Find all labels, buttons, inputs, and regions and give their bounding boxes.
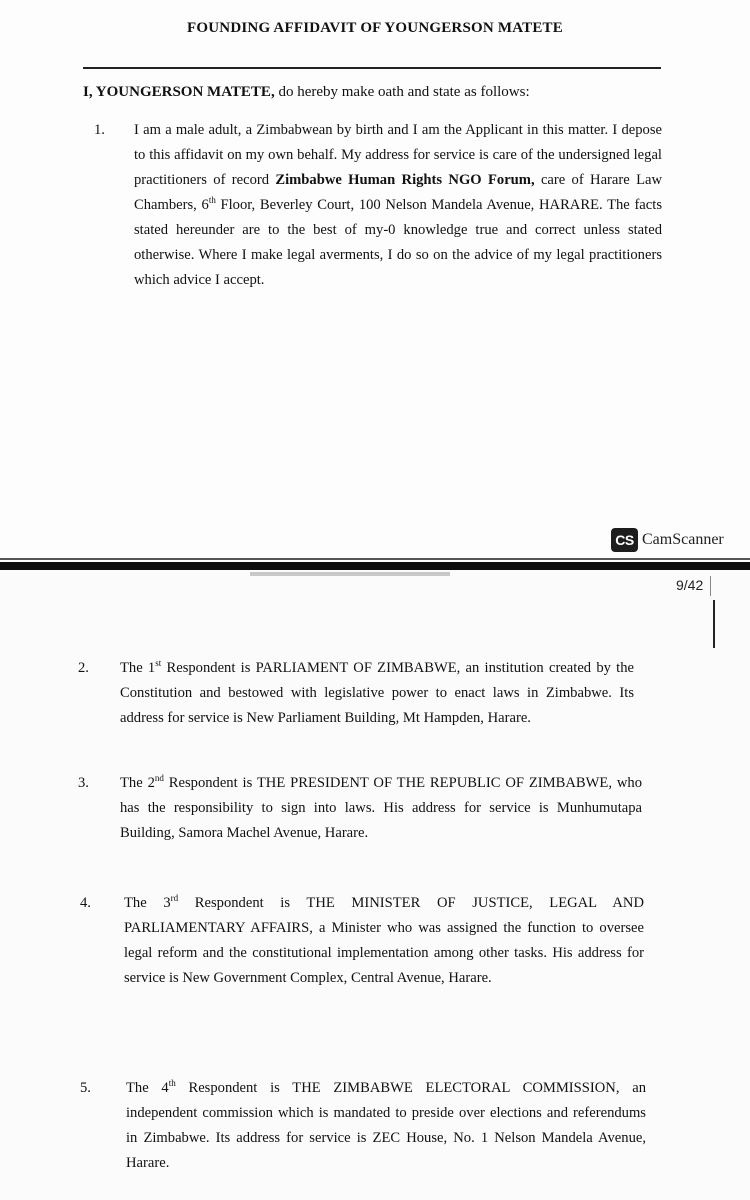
paragraph-3-text-a: The 2	[120, 775, 155, 791]
camscanner-label: CamScanner	[642, 531, 724, 548]
scan-divider	[0, 562, 750, 570]
paragraph-4-text-a: The 3	[124, 895, 171, 911]
ordinal-suffix: th	[208, 195, 216, 206]
paragraph-number-5: 5.	[80, 1080, 91, 1096]
intro-statement	[83, 84, 683, 101]
affidavit-title: FOUNDING AFFIDAVIT OF YOUNGERSON MATETE	[187, 20, 563, 36]
page-edge-mark	[710, 576, 711, 596]
document-page-upper	[0, 0, 750, 562]
paragraph-1	[134, 118, 662, 293]
intro-text: do hereby make oath and state as follows:	[274, 84, 530, 100]
camscanner-logo-icon: CS	[611, 528, 638, 552]
paragraph-5-text-a: The 4	[126, 1080, 169, 1096]
ordinal-suffix: st	[155, 658, 162, 669]
ordinal-suffix: rd	[170, 893, 179, 904]
scan-artifact	[250, 572, 450, 576]
scan-divider-shadow	[0, 558, 750, 560]
paragraph-2	[120, 656, 634, 731]
title-rule	[83, 67, 661, 69]
paragraph-4	[124, 891, 644, 991]
paragraph-1-text-c: Floor, Beverley Court, 100 Nelson Mandela Avenue, HARARE. The facts stated hereunder are to the best of my-0 knowledge true and correct unless stated otherwise. Where I make legal averments, I do so on the advice of my legal practitioners which advice I accept.	[134, 197, 662, 288]
paragraph-number-1: 1.	[94, 122, 105, 138]
legal-practitioner-name: Zimbabwe Human Rights NGO Forum,	[275, 172, 535, 188]
paragraph-4-text-b: Respondent is THE MINISTER OF JUSTICE, LEGAL AND PARLIAMENTARY AFFAIRS, a Minister who was assigned the function to oversee legal reform and the constitutional implementation among other tasks. His address for service is New Government Complex, Central Avenue, Harare.	[124, 895, 644, 986]
paragraph-2-text-b: Respondent is PARLIAMENT OF ZIMBABWE, an institution created by the Constitution and bestowed with legislative power to enact laws in Zimbabwe. Its address for service is New Parliament Building, Mt Hampden, Harare.	[120, 660, 634, 726]
paragraph-2-text-a: The 1	[120, 660, 156, 676]
paragraph-3	[120, 771, 642, 846]
page-number: 9/42	[676, 577, 704, 593]
paragraph-number-4: 4.	[80, 895, 91, 911]
paragraph-5-text-b: Respondent is THE ZIMBABWE ELECTORAL COMMISSION, an independent commission which is mandated to preside over elections and referendums in Zimbabwe. Its address for service is ZEC House, No. 1 Nelson Mandela Avenue, Harare.	[126, 1080, 646, 1171]
deponent-name: I, YOUNGERSON MATETE,	[83, 84, 275, 100]
paragraph-number-2: 2.	[78, 660, 89, 676]
paragraph-1-text-b: care of Harare Law Chambers, 6	[134, 172, 662, 213]
ordinal-suffix: th	[168, 1078, 176, 1089]
page-edge-bar	[713, 600, 715, 648]
ordinal-suffix: nd	[154, 773, 164, 784]
paragraph-1-text-a: I am a male adult, a Zimbabwean by birth and I am the Applicant in this matter. I depose to this affidavit on my own behalf. My address for service is care of the undersigned legal practitioners of record	[134, 122, 662, 188]
paragraph-3-text-b: Respondent is THE PRESIDENT OF THE REPUBLIC OF ZIMBABWE, who has the responsibility to sign into laws. His address for service is Munhumutapa Building, Samora Machel Avenue, Harare.	[120, 775, 642, 841]
paragraph-number-3: 3.	[78, 775, 89, 791]
paragraph-5	[126, 1076, 646, 1176]
